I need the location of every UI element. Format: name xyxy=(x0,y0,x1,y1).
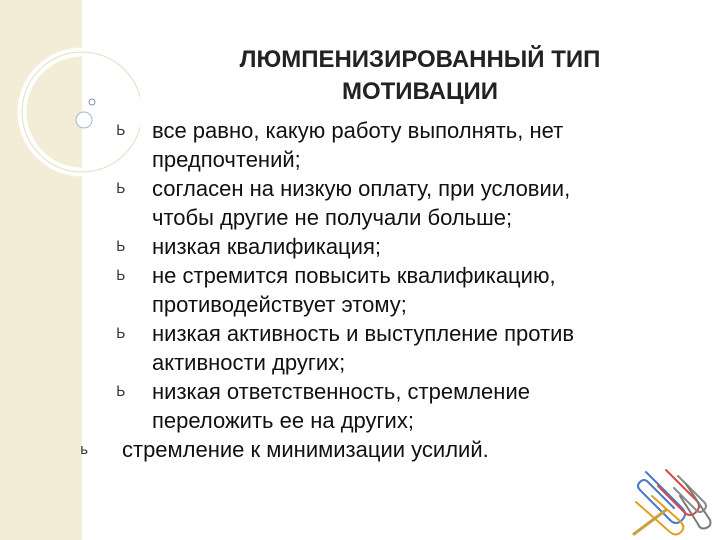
item-text: переложить ее на других; xyxy=(152,408,414,433)
item-text: низкая квалификация; xyxy=(152,234,381,259)
list-item-outer xyxy=(80,435,680,464)
bullet-marker: ь xyxy=(80,442,89,458)
item-text: низкая активность и выступление против xyxy=(152,321,575,346)
list-item xyxy=(100,232,680,261)
paperclips-icon xyxy=(626,462,716,540)
item-text: низкая ответственность, стремление xyxy=(152,379,530,404)
bullet-list xyxy=(80,116,680,464)
item-text: противодействует этому; xyxy=(152,292,407,317)
bullet-marker: Ь xyxy=(116,384,126,400)
list-item xyxy=(100,174,680,232)
title-line-2: МОТИВАЦИИ xyxy=(341,78,499,105)
item-text: согласен на низкую оплату, при условии, xyxy=(152,176,571,201)
bullet-marker: Ь xyxy=(116,268,126,284)
item-text: не стремится повысить квалификацию, xyxy=(152,263,556,288)
bullet-marker: Ь xyxy=(116,123,126,139)
title-line-1: ЛЮМПЕНИЗИРОВАННЫЙ ТИП xyxy=(239,46,601,73)
bullet-marker: Ь xyxy=(116,326,126,342)
dot-icon xyxy=(76,112,92,128)
item-text: предпочтений; xyxy=(152,147,301,172)
item-text: чтобы другие не получали больше; xyxy=(152,205,513,230)
list-item xyxy=(100,261,680,319)
list-item xyxy=(100,116,680,174)
list-item xyxy=(100,319,680,377)
bullet-marker: Ь xyxy=(116,181,126,197)
item-text: стремление к минимизации усилий. xyxy=(122,437,489,462)
item-text: все равно, какую работу выполнять, нет xyxy=(152,118,564,143)
bullet-marker: Ь xyxy=(116,239,126,255)
item-text: активности других; xyxy=(152,350,346,375)
list-item xyxy=(100,377,680,435)
slide-title xyxy=(160,44,680,108)
